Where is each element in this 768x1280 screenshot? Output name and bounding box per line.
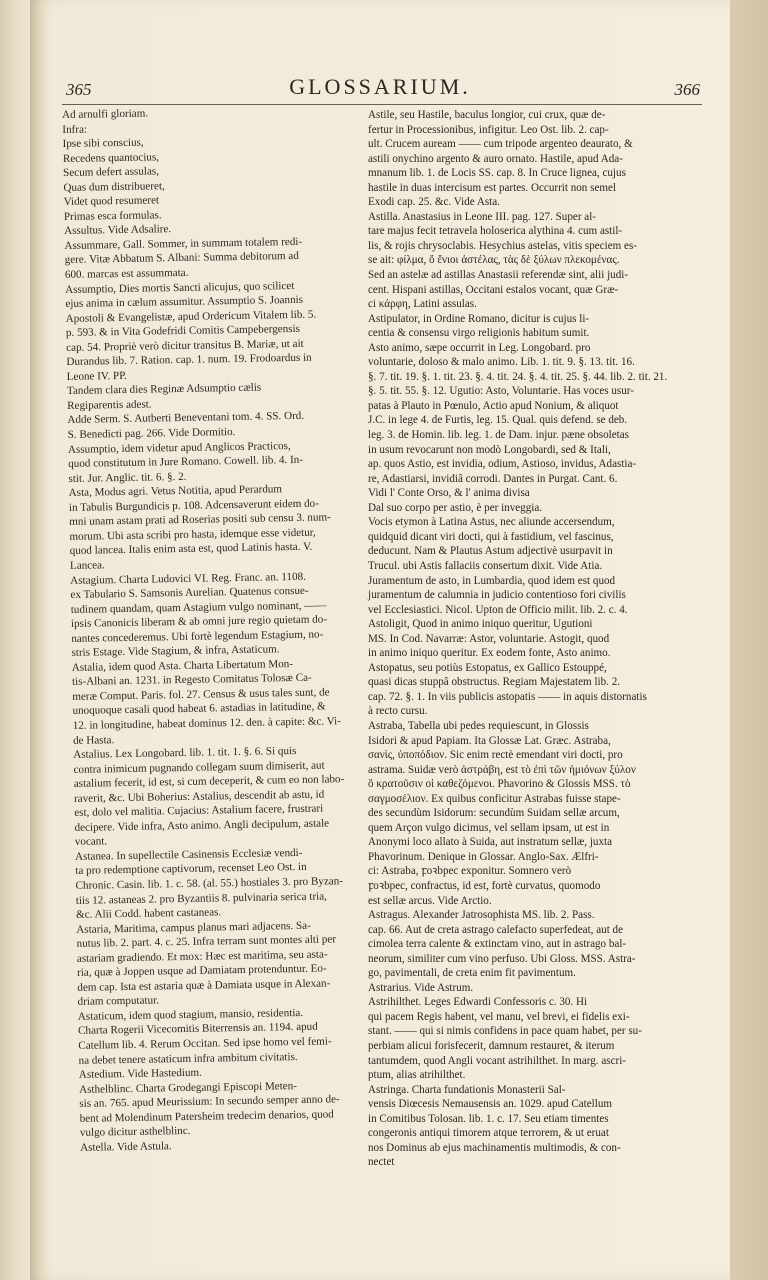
text-line: dem cap. Ista est astaria quæ à Damiata usque in Alexan- [77,977,331,994]
text-line: 12. in longitudine, habeat dominus 12. den. à capite: &c. Vi- [72,715,341,732]
text-line: ꝼoꝛbpec, confractus, id est, fortè curvatus, quomodo [368,879,601,892]
text-line: Vocis etymon à Latina Astus, nec aliunde accersendum, [368,516,615,529]
text-line: S. Benedicti pag. 266. Vide Dormitio. [67,426,236,441]
text-line: cap. 54. Propriè verò dicitur transitus B. Mariæ, ut ait [66,337,304,354]
text-line: juramentum de calumnia in judicio contentioso fori civilis [368,589,626,602]
text-line: des secundùm Isidorum: secundùm Suidam sellæ arcum, [368,807,620,820]
text-line: nos Dominus ab ejus machinamentis multimodis, & con- [368,1141,621,1154]
text-line: Leone IV. PP. [66,369,127,383]
text-line: Astaria, Maritima, campus planus mari adjacens. Sa- [76,919,311,936]
text-line: Regiparentis adest. [67,398,152,412]
text-line: vel Ecclesiastici. Nicol. Upton de Officio milit. lib. 2. c. 4. [368,603,628,616]
text-line: quidquid dicant viri docti, qui à fastidium, vel fascinus, [368,530,614,543]
page-edge [730,0,768,1280]
text-line: de Hasta. [72,733,115,747]
text-line: §. 5. tit. 55. §. 12. Ugutio: Asto, Voluntarie. Has voces usur- [368,385,634,398]
text-line: quod constitutum in Jure Romano. Cowell. lib. 4. In- [68,453,304,471]
text-line: ci: Astraba, ꝼoꝛbpec exponitur. Somnero verò [368,865,572,878]
text-line: cap. 72. §. 1. In viis publicis astopatis —— in aquis distornatis [368,690,647,703]
text-line: astalium fecerit, id est, si cum deceperit, & cum eo non labo- [73,773,345,791]
text-line: cimolea terra calente & extinctam vino, aut in astrago bal- [368,938,627,951]
text-line: na debet tenere astaticum infra ambitum civitatis. [78,1050,298,1067]
text-line: leg. 3. de Homin. lib. leg. 1. de Dam. injur. pæne obsoletas [368,429,629,442]
text-line: Assultus. Vide Adsalire. [64,223,172,238]
text-line: nectet [368,1156,395,1169]
text-line: tiis 12. astaneas 2. pro Byzantiis 8. pulvinaria serica tria, [75,890,327,907]
text-line: ptum, alias atrihilthet. [368,1069,466,1082]
text-line: Tandem clara dies Reginæ Adsumptio cælis [66,381,262,398]
page-title: GLOSSARIUM. [289,74,471,99]
running-header [60,74,700,104]
text-line: &c. Alii Codd. habent castaneas. [75,906,222,921]
text-line: est, dolo vel malitia. Cujacius: Astalium facere, frustrari [74,802,324,820]
text-line: ap. quos Astio, est invidia, odium, Astioso, invidus, Adastia- [368,458,637,471]
text-line: lis, & rojis chrysoclabis. Hesychius astelas, vitis speciem es- [368,239,637,252]
text-line: Astopatus, seu potiùs Estopatus, ex Gallico Estouppé, [368,661,607,674]
right-column [368,108,702,1170]
text-line: unoquoque casali quod habeat 6. astadias in latitudine, & [72,700,326,718]
text-line: stit. Jur. Anglic. tit. 6. §. 2. [68,470,187,485]
text-line: ci κάρφη, Latini assulas. [368,298,477,311]
text-line: Quas dum distribueret, [63,179,165,194]
text-line: Astalius. Lex Longobard. lib. 1. tit. 1. §. 6. Si quis [73,745,297,761]
text-line: Infra: [62,123,88,136]
text-line: à recto cursu. [368,705,428,718]
text-line: driam computatur. [77,994,160,1009]
text-line: σανὶς, ὑποπόδιον. Sic enim rectè emendant viri docti, pro [368,749,623,762]
text-line: J.C. in lege 4. de Furtis, leg. 15. Qual. quis defend. se deb. [368,414,628,427]
text-line: patas à Plauto in Pœnulo, Actio apud Nonium, & aliquot [368,399,619,412]
text-line: §. 7. tit. 19. §. 1. tit. 23. §. 4. tit. 24. §. 4. tit. 25. §. 44. lib. 2. tit. 21. [368,370,668,383]
text-line: bent ad Molendinum Patersheim tredecim denarios, quod [79,1108,334,1125]
text-line: qui pacem Regis habent, vel manu, vel brevi, ei fidelis exi- [368,1010,630,1023]
text-line: mnanum lib. 1. de Locis SS. cap. 8. In Cruce lignea, cujus [368,167,626,180]
text-line: ult. Crucem auream —— cum tripode argenteo deaurato, & [368,138,633,151]
text-line: quem Arçon vulgo dicimus, vel sellam ipsam, ut est in [368,821,610,834]
left-page-number: 365 [66,80,92,99]
text-line: deducunt. Nam & Plautus Astum adjectivè usurpavit in [368,545,613,558]
text-line: Trucul. ubi Astis fallaciis consertum dixit. Vide Atia. [368,559,603,572]
text-line: Durandus lib. 7. Ration. cap. 1. num. 19. Frodoardus in [66,351,312,369]
text-line: fertur in Processionibus, infigitur. Leo Ost. lib. 2. cap- [368,123,609,136]
text-line: Chronic. Casin. lib. 1. c. 58. (al. 55.) hostiales 3. pro Byzan- [75,875,344,892]
text-line: in Tabulis Burgundicis p. 108. Adcensaverunt eidem do- [68,497,319,514]
text-line: Asthelblinc. Charta Grodegangi Episcopi Meten- [79,1079,298,1096]
text-line: Secum defert assulas, [63,165,160,180]
text-line: Astalia, idem quod Asta. Charta Libertatum Mon- [71,657,294,674]
text-line: vulgo dicitur asthelblinc. [79,1125,191,1140]
text-line: nutus lib. 2. part. 4. c. 25. Infra terram sunt montes alti per [76,933,337,951]
text-line: Assumptio, Dies mortis Sancti alicujus, quo scilicet [65,279,295,296]
text-line: Astrihilthet. Leges Edwardi Confessoris c. 30. Hi [368,996,588,1009]
text-line: Astilla. Anastasius in Leone III. pag. 127. Super al- [368,210,596,223]
text-line: Assumptio, idem videtur apud Anglicos Practicos, [67,439,291,456]
text-line: Phavorinum. Denique in Glossar. Anglo-Sax. Ælfri- [368,850,599,863]
right-page-number: 366 [674,80,700,99]
text-line: Asto animo, sæpe occurrit in Leg. Longobard. pro [368,341,591,354]
text-line: Juramentum de asto, in Lumbardia, quod idem est quod [368,574,616,587]
text-line: cent. Hispani astillas, Occitani estalos vocant, quæ Græ- [368,283,619,296]
text-line: Astrarius. Vide Astrum. [368,981,474,994]
text-line: voluntarie, doloso & malo animo. Lib. 1. tit. 9. §. 13. tit. 16. [368,356,635,369]
text-line: stris Estage. Vide Stagium, & infra, Astaticum. [71,643,280,660]
text-line: in usum revocarunt non modò Longobardi, sed & Itali, [368,443,611,456]
text-line: go, pavimentali, de creta enim fit pavimentum. [368,967,576,980]
text-line: Lancea. [69,559,105,572]
text-line: Dal suo corpo per astio, è per inveggia. [368,501,543,514]
text-line: Astringa. Charta fundationis Monasterii Sal- [368,1083,566,1096]
text-line: gere. Vitæ Abbatum S. Albani: Summa debitorum ad [64,250,299,267]
text-line: ria, quæ à Joppen usque ad Damiatam protenduntur. Eo- [76,962,327,980]
text-line: astariam gradiendo. Et mox: Hæc est maritima, seu asta- [76,948,328,965]
text-line: σαγμοσέλιον. Ex quibus conficitur Astrabas fuisse stape- [368,792,621,805]
text-line: Astella. Vide Astula. [80,1140,172,1154]
text-line: Charta Rogerii Vicecomitis Biterrensis an. 1194. apud [78,1021,318,1038]
text-line: tudinem quandam, quam Astagium vulgo nominant, —— [70,599,327,616]
text-line: p. 593. & in Vita Godefridi Comitis Campebergensis [65,323,301,340]
text-line: Sed an astelæ ad astillas Anastasii referendæ sint, alii judi- [368,269,629,282]
text-line: Astaticum, idem quod stagium, mansio, residentia. [77,1006,304,1023]
text-line: sis an. 765. apud Meurissium: In secundo semper anno de- [79,1093,340,1111]
text-line: Exodi cap. 25. &c. Vide Asta. [368,196,500,209]
text-line: morum. Ubi asta scribi pro hasta, idemque esse videtur, [69,526,316,543]
text-line: Videt quod resumeret [63,194,160,209]
text-line: ipsis Canonicis liberam & ab omni jure regio quietam do- [70,613,328,631]
text-line: tis-Albani an. 1231. in Regesto Comitatus Tolosæ Ca- [71,672,312,689]
header-rule [62,104,702,105]
text-line: stant. —— qui si nimis confidens in pace quam habet, per su- [368,1025,642,1038]
text-line: Astanea. In supellectile Casinensis Ecclesiæ vendi- [74,846,303,863]
text-line: Ad arnulfi gloriam. [62,107,149,121]
left-column [62,103,380,1155]
text-line: tare majus fecit tetravela holoserica alythina 4. cum astil- [368,225,623,238]
text-line: Vidi l' Conte Orso, & l' anima divisa [368,487,530,500]
text-line: Assummare, Gall. Sommer, in summam totalem redi- [64,235,303,252]
text-line: Astile, seu Hastile, baculus longior, cui crux, quæ de- [368,109,606,121]
text-line: nantes concederemus. Ubi fortè legendum Estagium, no- [71,628,324,645]
text-line: meræ Comput. Paris. fol. 27. Census & usus tales sunt, de [72,686,330,703]
text-line: Adde Serm. S. Autberti Beneventani tom. 4. SS. Ord. [67,410,305,427]
text-line: astrama. Suidæ verò ἀστράβη, est τὸ ἐπὶ τῶν ἡμιόνων ξύλον [368,763,636,776]
text-line: Isidori & apud Papiam. Ita Glossæ Lat. Græc. Astraba, [368,734,611,747]
text-line: cap. 66. Aut de creta astrago calefacto superfedeat, aut de [368,923,624,936]
text-line: in animo iniquo queritur. Ex eodem fonte, Asto animo. [368,647,611,660]
text-line: Catellum lib. 4. Rerum Occitan. Sed ipse homo vel femi- [78,1035,332,1052]
text-line: Asta, Modus agri. Vetus Notitia, apud Perardum [68,483,283,500]
text-line: ex Tabulario S. Samsonis Aurelian. Quatenus consue- [70,584,309,601]
text-line: Astedium. Vide Hastedium. [78,1066,202,1081]
text-line: in Comitibus Tolosan. lib. 1. c. 17. Seu etiam timentes [368,1112,609,1125]
text-line: quasi dicas stuppâ obstructus. Regiam Majestatem lib. 2. [368,676,621,689]
text-line: re, Adastiarsi, invidiâ corrodi. Dantes in Purgat. Cant. 6. [368,472,618,485]
text-line: est sellæ arcus. Vide Arctio. [368,894,492,907]
text-line: raverit, &c. Ubi Boherius: Astalius, descendit ab astu, id [73,788,325,805]
text-line: vocant. [74,835,108,849]
text-line: decipere. Vide infra, Asto animo. Angli decipulum, astale [74,817,330,834]
text-line: ὃ κρατοῦσιν οἱ καθεζόμενοι. Phavorino & Glossis MSS. τὸ [368,778,631,791]
text-line: Astoligit, Quod in animo iniquo queritur, Ugutioni [368,618,593,631]
text-line: Ipse sibi conscius, [62,136,144,151]
text-line: astili onychino argento & auro ornato. Hastile, apud Ada- [368,152,623,165]
text-line: neorum, similiter cum vino perfuso. Ubi Gloss. MSS. Astra- [368,952,636,965]
text-line: quod lancea. Italis enim asta est, quod Latinis hasta. V. [69,541,313,558]
text-line: congeronis antiqui timorem atque terrorem, & ut eruat [368,1127,609,1140]
text-line: perbiam alicui forisfecerit, damnum restauret, & iterum [368,1040,615,1052]
text-line: Recedens quantocius, [62,150,160,165]
text-line: mni unam astam prati ad Roserias positi sub censu 3. num- [69,511,331,529]
text-line: centia & consensu virgo religionis habitum sumit. [368,327,590,340]
text-line: Primas esca formulas. [63,209,162,223]
text-line: tantumdem, quod Angli vocant astrihilthet. In marg. ascri- [368,1054,626,1067]
text-line: ta pro redemptione captivorum, recenset Leo Ost. in [75,861,307,878]
text-line: se ait: φίλμα, ὅ ἔνιοι ἀστέλας, τὰς δὲ ξύλων πλεκομένας. [368,254,620,267]
text-line: Astragus. Alexander Jatrosophista MS. lib. 2. Pass. [368,909,595,922]
text-line: Astraba, Tabella ubi pedes requiescunt, in Glossis [368,719,589,732]
text-line: MS. In Cod. Navarræ: Astor, voluntarie. Astogit, quod [368,632,610,645]
text-line: hastile in duas intercisum est partes. Occurrit non semel [368,181,617,194]
text-line: Astipulator, in Ordine Romano, dicitur is cujus li- [368,312,590,325]
text-line: ejus anima in cælum assumitur. Assumptio S. Joannis [65,293,304,311]
text-line: vensis Diœcesis Nemausensis an. 1029. apud Catellum [368,1098,613,1111]
text-line: Astagium. Charta Ludovici VI. Reg. Franc. an. 1108. [70,570,307,587]
text-line: Anonymi loco allato à Suida, aut instratum sellæ, juxta [368,836,613,849]
text-line: 600. marcas est assummata. [64,266,189,281]
text-line: Apostoli & Evangelistæ, apud Ordericum Vitalem lib. 5. [65,308,317,325]
text-line: contra inimicum pugnando collegam suum dimiserit, aut [73,759,325,776]
